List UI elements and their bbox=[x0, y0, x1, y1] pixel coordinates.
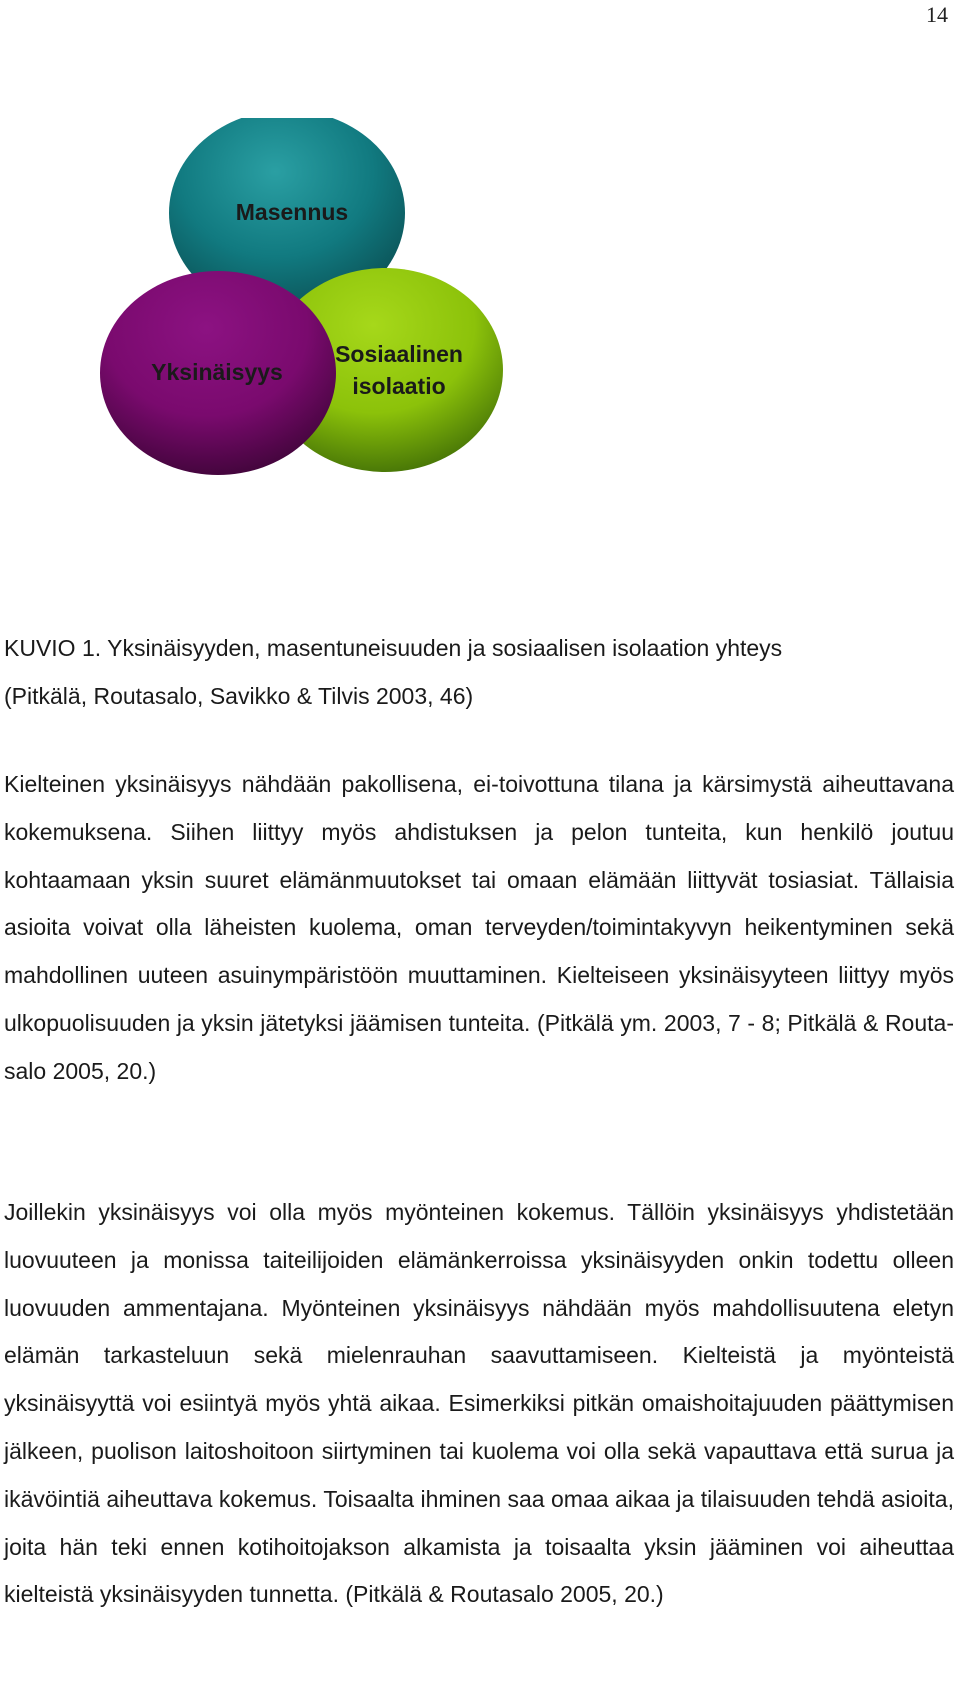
figure-caption bbox=[4, 624, 949, 720]
body-paragraph-1: Kielteinen yksinäisyys nähdään pakollisena, ei-toivottuna tilana ja kärsimystä aiheuttavana kokemuksena. Siihen liittyy myös ahdistuksen ja pelon tunteita, kun henkilö joutuu kohtaamaan yksin suuret elämänmuutokset tai omaan elämään liittyvät tosiasiat. Tällaisia asioita voivat olla läheisten kuolema, oman terveyden/toimintakyvyn heikentyminen sekä mahdollinen uuteen asuinympäristöön muuttaminen. Kielteiseen yksinäisyyteen liittyy myös ulkopuolisuuden ja yksin jätetyksi jäämisen tunteita. (Pitkälä ym. 2003, 7 - 8; Pitkälä & Routasalo 2005, 20.) bbox=[4, 771, 954, 1084]
figure-caption-source: (Pitkälä, Routasalo, Savikko & Tilvis 2003, 46) bbox=[4, 683, 474, 709]
figure-caption-title: KUVIO 1. Yksinäisyyden, masentuneisuuden ja sosiaalisen isolaation yhteys bbox=[4, 635, 783, 661]
venn-label-yksinaisyys: Yksinäisyys bbox=[151, 359, 283, 385]
venn-diagram-svg bbox=[95, 118, 515, 498]
venn-label-sosiaalinen: Sosiaalinen bbox=[335, 341, 463, 367]
venn-label-masennus: Masennus bbox=[235, 199, 349, 225]
body-paragraph-2: Joillekin yksinäisyys voi olla myös myönteinen kokemus. Tällöin yksinäisyys yhdistetään luovuuteen ja monissa taiteilijoiden elämänkerroissa yksinäisyyden onkin todettu olleen luovuuden ammentajana. Myönteinen yksinäisyys nähdään myös mahdollisuutena eletyn elämän tarkasteluun sekä mielenrauhan saavuttamiseen. Kielteistä ja myönteistä yksinäisyyttä voi esiintyä myös yhtä aikaa. Esimerkiksi pitkän omaishoitajuuden päättymisen jälkeen, puolison laitoshoitoon siirtyminen tai kuolema voi olla sekä vapauttava että surua ja ikävöintiä aiheuttava kokemus. Toisaalta ihminen saa omaa aikaa ja tilaisuuden tehdä asioita, joita hän teki ennen kotihoitojakson alkamista ja toisaalta yksin jääminen voi aiheuttaa kielteistä yksinäisyyden tunnetta. (Pitkälä & Routasalo 2005, 20.) bbox=[4, 1199, 954, 1608]
venn-diagram bbox=[95, 118, 515, 498]
venn-label-isolaatio: isolaatio bbox=[352, 373, 446, 399]
page-number: 14 bbox=[926, 2, 948, 27]
